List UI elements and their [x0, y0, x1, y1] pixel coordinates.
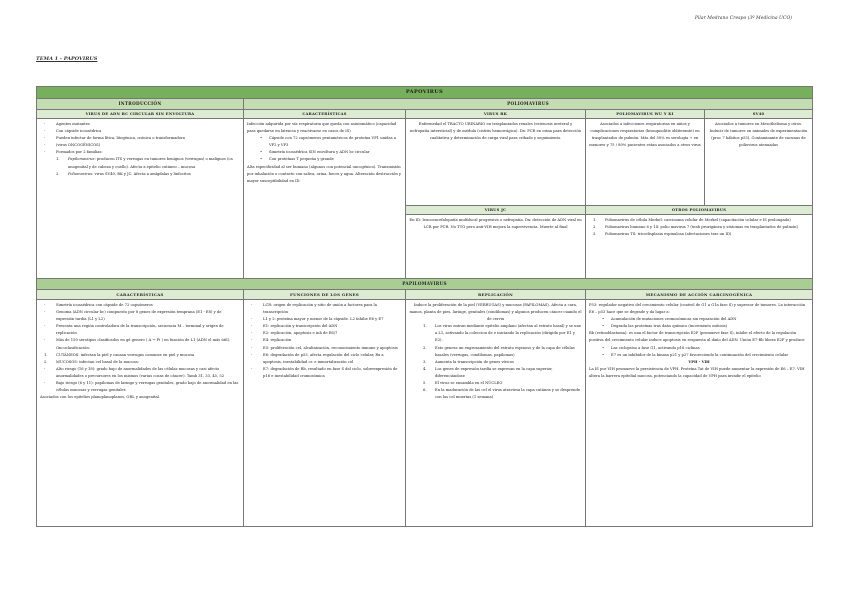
intro-bullet: - Pueden infectar de forma lítica, litogénica, crónica o transformadora	[40, 135, 240, 142]
otros-item: 2. Poliomavirus humano 6 y 14: polio mavirus 7 (teah prurigánea y síntomas en trasplantados de pulmón)	[593, 225, 798, 230]
polio-char-heading: CARACTERÍSTICAS	[244, 110, 406, 119]
wu-ki-heading: POLIOMAVIRUS WU Y KI	[586, 110, 705, 119]
gene-item: - E2: replicación, apoptosis e inh de E6/7	[247, 330, 402, 337]
pap-char-bullet: - Genoma (ADN circular bc) compuesto por 8 genes de expresión temprana (E1 - E8) y de expresión tardía (L1 y L2)	[40, 309, 240, 323]
otros-item: 1. Poliomavirus de célula Merkel: carcinoma celular de Merkel (capacitación celular e IS prolongada)	[593, 218, 791, 222]
papilomavirus-title: PAPILOMAVIRUS	[37, 279, 813, 290]
repl-step: 5. El virus se ensambla en el NÚCLEO	[423, 381, 503, 386]
mecanismo-cell	[586, 300, 813, 527]
gene-item: - LCR: origen de replicación y sitio de unión a factores para la transcripción	[247, 302, 402, 316]
pap-char-cell	[37, 300, 244, 527]
pap-char-bullet: - Presenta una región controladora de la transcripción, secuencia M – terminal y origen de replicación	[40, 323, 240, 337]
intro-section-title: INTRODUCCIÓN	[37, 99, 244, 110]
gene-item: - E5: proliferación cel, alcalinización, reconocimiento inmune y apoptosis	[247, 345, 402, 352]
mech-bullet: • E7 es un inhibidor de la kinasa p21 y p27 favoreciendo la continuación del crecimiento celular	[589, 352, 809, 359]
intro-bullet: - Formados por 2 familias:	[40, 149, 240, 156]
family-item: 2. Poliomavirus: virus SV40, BK y JC. Afecta a amígdalas y linfocitos	[56, 171, 191, 176]
gene-item: - E6: degradación de p53, afecta regulación del ciclo celular, Rx a apoptosis, inestabilidad cr. e inmortalización cel	[247, 352, 402, 366]
mech-bullet: • Las ciclopsiso a fase G1, activando p16 ciclinas	[589, 345, 809, 352]
genes-cell	[244, 300, 406, 527]
gene-item: - L1 y 2: proteína mayor y menor de la cápside. L2 inhibe E6 y E7	[247, 316, 402, 323]
mech-bullet: • Degrada las proteínas tras daño químico (incremento mitosis)	[589, 323, 809, 330]
pap-char-bullet: - Simetría icosaédrica con cápside de 72 capsómeros	[40, 302, 240, 309]
intro-bullet: - (virus ONCOGÉNICOS)	[40, 142, 240, 149]
otros-cell	[586, 215, 813, 279]
genes-heading: FUNCIONES DE LOS GENES	[244, 290, 406, 300]
intro-bullet: - Con cápside icosaédrica	[40, 128, 240, 135]
mech-p53: P53: regulador negativo del crecimiento celular (control de G1 a G1a fase S) y supresor de tumores. La interacción E6 – p53 hace que se degrade y da lugar a:	[589, 303, 806, 315]
wu-ki-cell: Asociados a infecciones respiratorias en niños y complicaciones respiratorias (bronquiolitis obliterante) en trasplantados de pulmón. Más del 50% es serología + en menores y 75 / 80% pacientes estan asociados a otros virus	[586, 119, 705, 206]
repl-step: 4. Los genes de expresión tardía se expresan en la capa superior, diferenciándose	[423, 366, 553, 378]
pap-char-sub: - Alto riesgo (16 y 18): grado bajo de anormalidades de las células mucosas y casi afecto anormalidades o precursores en los mismos (varias cosas de cáncer). Tamb 31, 33, 45, 52	[40, 366, 240, 380]
gene-item: - E1: replicación y transcripción del ADN	[247, 323, 402, 330]
repl-step: 3. Aumenta la transcripción de genes víricos	[423, 359, 514, 364]
otros-item: 3. Poliomavirus TS: tricodisplasia espinulosa (afectaciones tras un ID)	[593, 232, 732, 237]
bk-cell: Enfermedad el TRACTO URINARIO en trasplantados renales (estenosis ureteral y nefropatía intersticial) y de médula (cistitis hemorrágica). Dx: PCR en orina para detección cualitativa y determinación de carga viral para cribado y seguimiento.	[406, 119, 586, 206]
repl-step: 6. En la maduración de las cel el virus atraviesa la capa cutánea y se desprende con las cel muertas (1 semana)	[423, 388, 581, 400]
polio-char-bullet: • Con proteínas T pequeña y grande	[247, 156, 402, 163]
gene-item: - E7: degradación de Rb, resultado en fase S del ciclo, sobreexpresión de p16 e inestabilidad cromosómica	[247, 366, 402, 380]
polio-char-bullet: • Simetría icosaédrica SIN envoltura y ADN bc circular	[247, 149, 402, 156]
poliomavirus-section-title: POLIOMAVIRUS	[244, 99, 813, 110]
mecanismo-heading: MECANISMO DE ACCIÓN CARCINOGÉNICA	[586, 290, 813, 300]
pap-char-type: 2. MUCOSOS: infectan cel basal de la mucosa:	[44, 359, 139, 364]
polio-char-cell	[244, 119, 406, 279]
vph-vih-text: La IS por VIH promueve la persistencia de VPH. Proteína Tat de VIH puede aumentar la expresión de E6 – E7. VIH altera la barrera epitelial mucosa, potenciando la capacidad de VPH para invadir el epitelio	[589, 366, 805, 378]
pap-char-bullet: - Más de 150 serotipos clasificados en gé genero ( A → Pi ) en función de L1 (ADN el más útil). Oncoclasificación:	[40, 337, 240, 351]
pap-char-type: 1. CUTÁNEOS: infectan la piel y causan verrugas comunes en piel y mucosa	[44, 352, 195, 357]
replicacion-cell	[406, 300, 586, 527]
sv40-cell: Asociados a tumores en Mesothelioma y otros. Inducir de tumores en animales de experimentación (proc 7 hábitos p53). Contaminante de vacunas de poliovirus atenuadas	[705, 119, 813, 206]
replicacion-intro: Induce la proliferación de la piel (VERRUGAS) y mucosas (PAPILOMAS). Afecta a cara, manos, planta de pies, laringe, genitales (condilomas) y algunos producen cáncer cuando el de cervix	[409, 303, 582, 322]
jc-heading: VIRUS JC	[406, 206, 586, 215]
pap-char-heading: CARACTERÍSTICAS	[37, 290, 244, 300]
family-item: 1. Papilomavirus: producen ITS y verrugas en tumores benignos (verrugas) o malignos (ca anogenital y de cabeza y cuello). Afecta a epitelio cutáneo – mucosa	[56, 157, 233, 169]
topic-title: TEMA 1 - PAPOVIRUS	[36, 56, 98, 62]
polio-char-text: Alta especificidad al ser humano (algunos con potencial oncogénico). Transmisión por inhalación o contacto con saliva, orina, heces y agua. Alteración destrucción y mayor susceptibilidad en ID.	[247, 164, 401, 183]
intro-heading: VIRUS DE ADN BC CIRCULAR SIN ENVOLTURA	[37, 110, 244, 119]
intro-cell	[37, 119, 244, 279]
bk-heading: VIRUS BK	[406, 110, 586, 119]
jc-cell: En ID: leucoencefalopatía multifocal progresiva o nefropatía. Dx: detección de ADN viral en LCR por PCR. No TTO pero anti-VIH mejora la supervivencia. Muerte al final	[406, 215, 586, 279]
otros-heading: OTROS POLIOMAVIRUS	[586, 206, 813, 215]
vph-vih-heading: VPH - VIH	[688, 359, 710, 364]
repl-step: 2. Esto genera un engrosamiento del estrato espinoso y de la capa de células basales (verrugas, condilomas, papilomas)	[423, 345, 575, 357]
pap-char-sub: - Bajo riesgo (6 y 11): papilomas de laringe y verrugas genitales, grado bajo de anormalidad en las células mucosas y verrugas genitales	[40, 380, 240, 394]
mech-rb: Rb (retinoblastoma): es una el factor de transcripción E2F (promueve fase S), inhibe el efecto de la regulación positiva del crecimiento celular induce apoptosis en respuesta al daño del ADN. Unión E7-Rb libera E2F y produce:	[589, 331, 806, 343]
gene-item: - E4: replicación	[247, 337, 402, 344]
replicacion-heading: REPLICACIÓN	[406, 290, 586, 300]
sv40-heading: SV40	[705, 110, 813, 119]
page-author: Pilar Medrano Crespo (3º Medicina UCO)	[694, 16, 792, 21]
intro-bullet: - Agentes mutantes	[40, 121, 240, 128]
polio-char-bullet: • Cápside con 72 capsómeros pentaméricos de proteína VP1 unidas a VP2 y VP3	[247, 135, 402, 149]
pap-char-last: Asociados con los epitelios planoplanoplanos, ORL y anogenital.	[40, 395, 161, 400]
mech-bullet: • Acumulación de mutaciones cromosómicas sin reparación del ADN	[589, 316, 809, 323]
repl-step: 1. Los virus entran mediante epitelio amplano (afectan al estrato basal) y se une a L1, activando la coleccion de e iniciando la replicación (dirigida por E1 y E2).	[423, 324, 582, 343]
papovirus-title: PAPOVIRUS	[37, 87, 813, 99]
papovirus-table	[36, 86, 813, 527]
polio-char-text: Infección adquirida por vía respiratoria que queda con asintomático (capacidad para quedarse en latencia y reactivarse en casos de IS)	[247, 122, 397, 134]
